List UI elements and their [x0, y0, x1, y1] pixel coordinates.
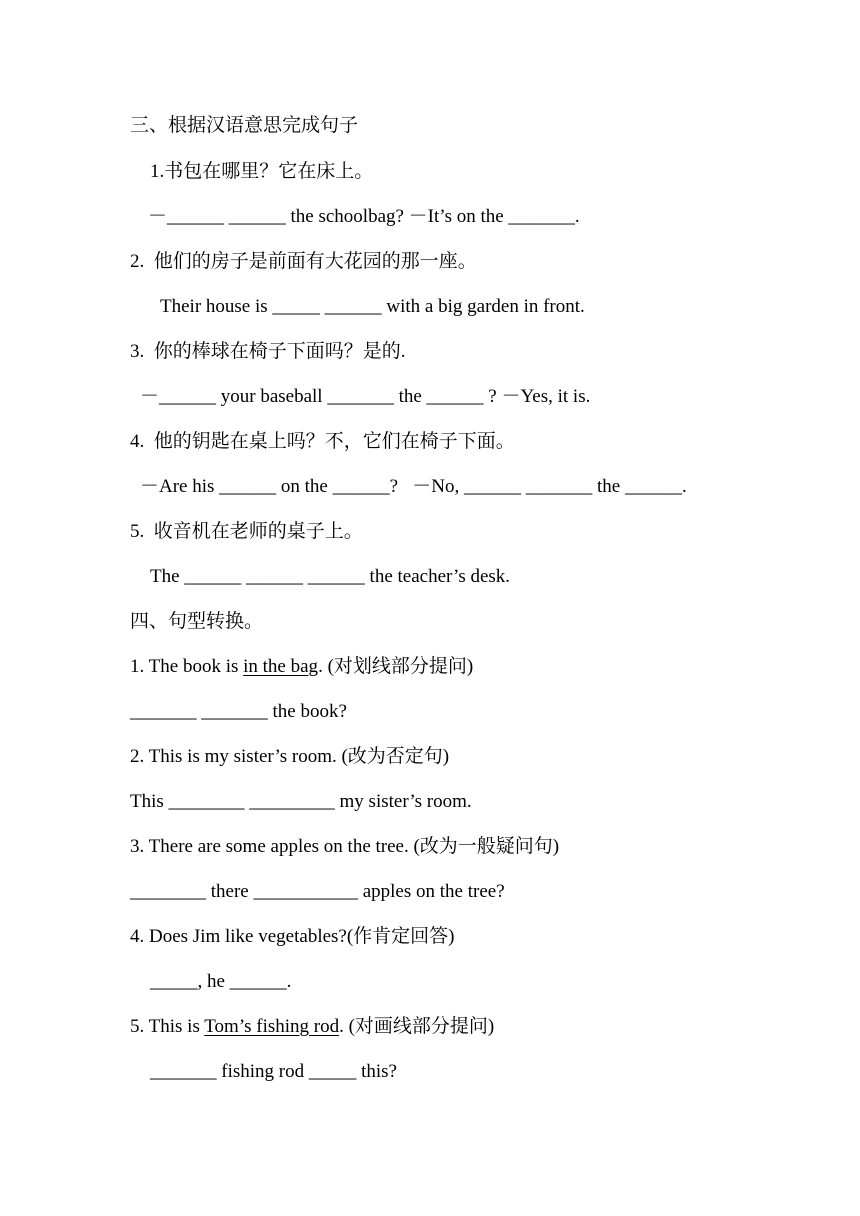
s4-q3-answer: ________ there ___________ apples on the tree?: [130, 881, 505, 902]
s4-q1-prompt: [130, 655, 473, 679]
s4-q5-prefix: 5. This is: [130, 1016, 205, 1037]
s4-q2-prompt: 2. This is my sister’s room. (改为否定句): [130, 746, 450, 767]
s4-q5-answer: _______ fishing rod _____ this?: [150, 1061, 397, 1082]
s4-q1-suffix: . (对划线部分提问): [318, 656, 474, 677]
s3-q3-english: －______ your baseball _______ the ______ ? －Yes, it is.: [140, 386, 591, 407]
section3-title: 三、根据汉语意思完成句子: [130, 115, 359, 136]
s4-q5-prompt: [130, 1015, 494, 1039]
s3-q5-chinese: 5. 收音机在老师的桌子上。: [130, 521, 363, 542]
s4-q3-prompt: 3. There are some apples on the tree. (改为一般疑问句): [130, 836, 560, 857]
s4-q5-underlined-part: Tom’s fishing rod: [204, 1016, 340, 1037]
s4-q1-answer: _______ _______ the book?: [130, 701, 347, 722]
s4-q1-prefix: 1. The book is: [130, 656, 244, 677]
s4-q5-suffix: . (对画线部分提问): [339, 1016, 495, 1037]
s3-q1-english: －______ ______ the schoolbag? －It’s on the _______.: [148, 206, 580, 227]
s3-q2-english: Their house is _____ ______ with a big garden in front.: [160, 296, 585, 317]
section4-title: 四、句型转换。: [130, 611, 264, 632]
s3-q3-chinese: 3. 你的棒球在椅子下面吗？是的.: [130, 341, 406, 362]
s4-q4-prompt: 4. Does Jim like vegetables?(作肯定回答): [130, 926, 455, 947]
s4-q2-answer: This ________ _________ my sister’s room.: [130, 791, 472, 812]
s3-q4-chinese: 4. 他的钥匙在桌上吗？不，它们在椅子下面。: [130, 431, 515, 452]
s3-q5-english: The ______ ______ ______ the teacher’s desk.: [150, 566, 511, 587]
s4-q4-answer: _____, he ______.: [150, 971, 292, 992]
s4-q1-underlined-part: in the bag: [243, 656, 319, 677]
s3-q2-chinese: 2. 他们的房子是前面有大花园的那一座。: [130, 251, 477, 272]
s3-q1-chinese: 1.书包在哪里？它在床上。: [150, 161, 374, 182]
s3-q4-english: －Are his ______ on the ______? －No, ______ _______ the ______.: [140, 476, 687, 497]
